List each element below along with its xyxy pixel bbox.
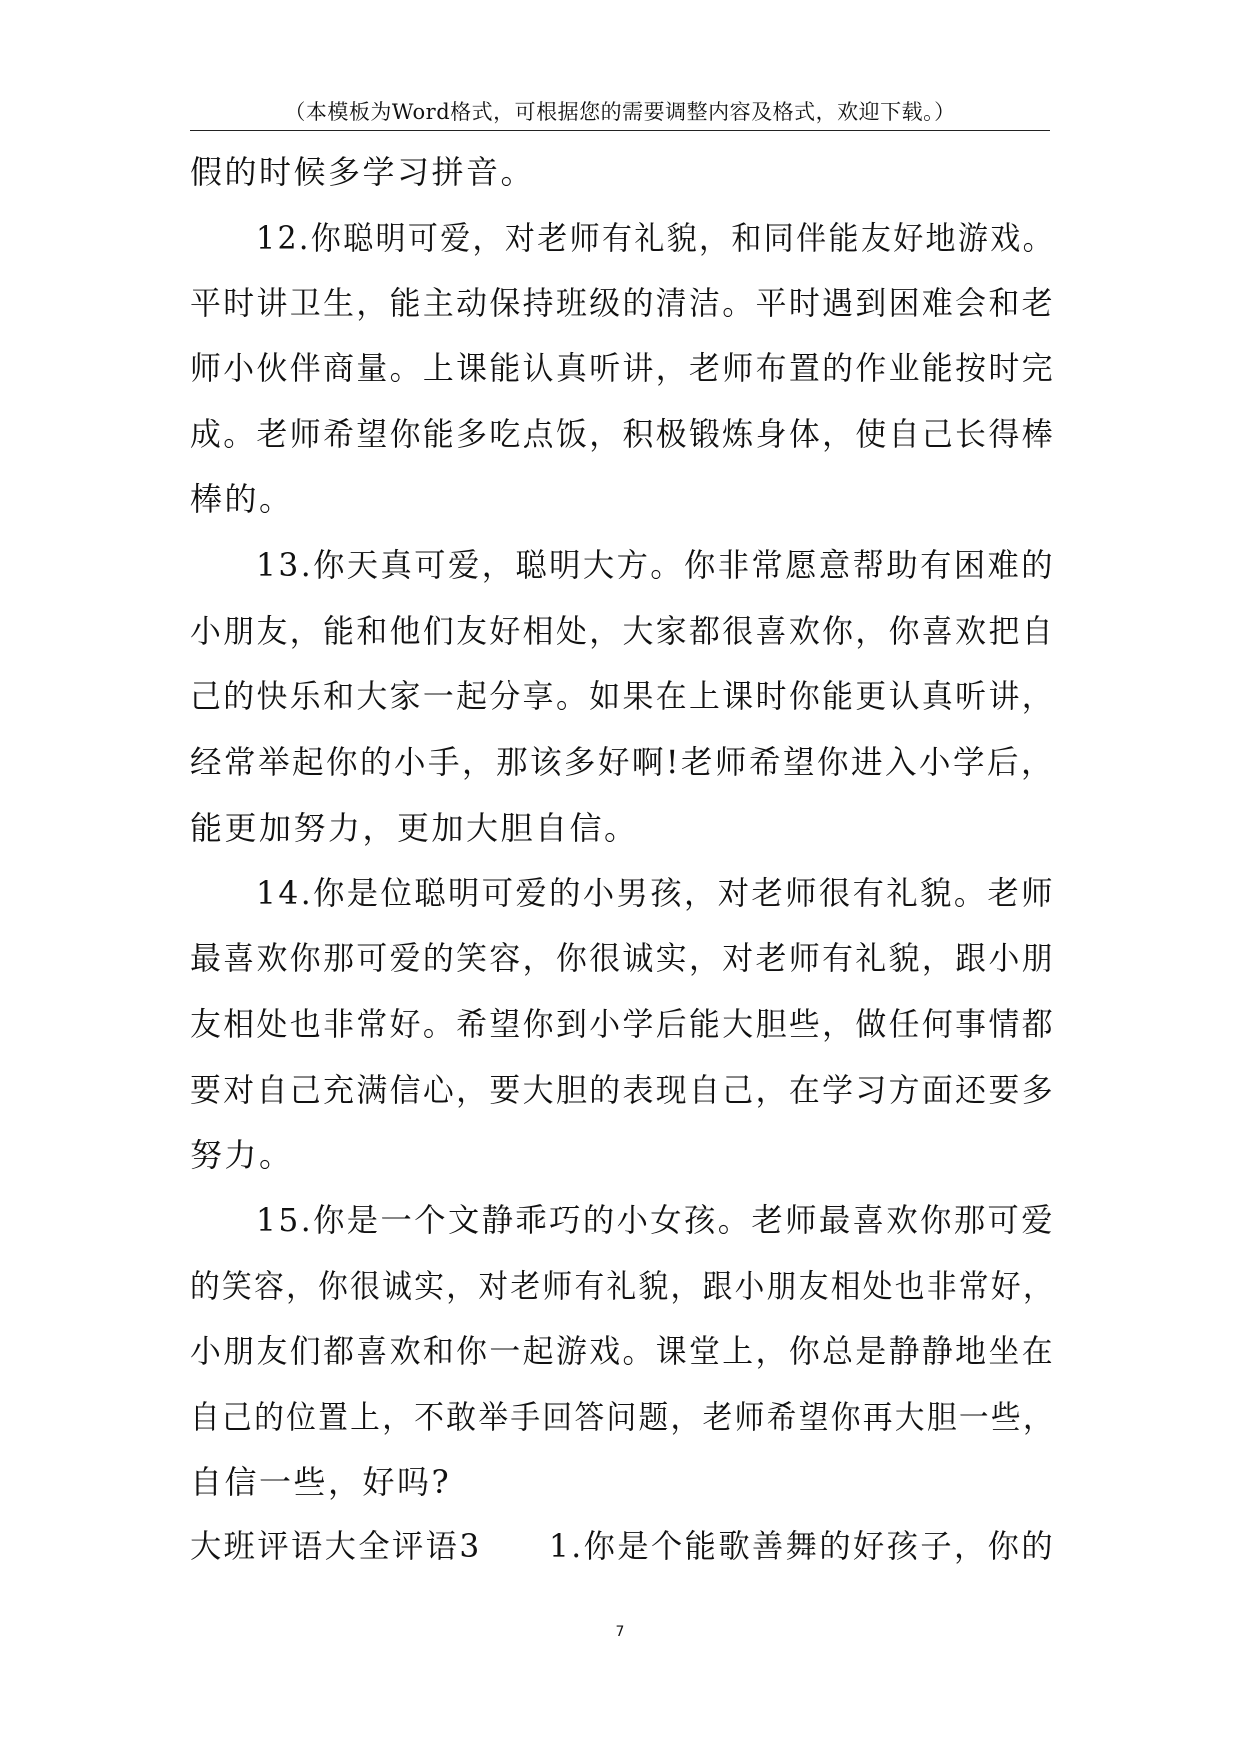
text-line: 友相处也非常好。希望你到小学后能大胆些，做任何事情都 [190,1005,1055,1043]
text-line: 要对自己充满信心，要大胆的表现自己，在学习方面还要多 [190,1071,1055,1109]
text-line: 13.你天真可爱，聪明大方。你非常愿意帮助有困难的 [256,546,1055,584]
text-line: 小朋友，能和他们友好相处，大家都很喜欢你，你喜欢把自 [190,612,1055,650]
header-note: （本模板为Word格式，可根据您的需要调整内容及格式，欢迎下载。） [284,100,956,124]
text-line: 15.你是一个文静乖巧的小女孩。老师最喜欢你那可爱 [256,1201,1055,1239]
text-line: 己的快乐和大家一起分享。如果在上课时你能更认真听讲， [190,677,1055,715]
text-line: 平时讲卫生，能主动保持班级的清洁。平时遇到困难会和老 [190,284,1055,322]
page-number: 7 [615,1624,625,1640]
text-line: 努力。 [190,1136,294,1174]
text-line: 的笑容，你很诚实，对老师有礼貌，跟小朋友相处也非常好， [190,1267,1055,1305]
text-line: 师小伙伴商量。上课能认真听讲，老师布置的作业能按时完 [190,349,1055,387]
text-line: 小朋友们都喜欢和你一起游戏。课堂上，你总是静静地坐在 [190,1332,1055,1370]
text-line: 经常举起你的小手，那该多好啊!老师希望你进入小学后， [190,743,1055,781]
header-divider [190,130,1050,131]
text-line: 自信一些，好吗? [190,1463,452,1501]
text-line: 假的时候多学习拼音。 [190,153,536,191]
text-line: 12.你聪明可爱，对老师有礼貌，和同伴能友好地游戏。 [256,219,1055,257]
section-heading-line: 大班评语大全评语3 1.你是个能歌善舞的好孩子，你的 [190,1527,1055,1565]
text-line: 棒的。 [190,480,294,518]
text-line: 成。老师希望你能多吃点饭，积极锻炼身体，使自己长得棒 [190,415,1055,453]
text-line: 自己的位置上，不敢举手回答问题，老师希望你再大胆一些， [190,1398,1055,1436]
text-line: 最喜欢你那可爱的笑容，你很诚实，对老师有礼貌，跟小朋 [190,939,1055,977]
text-line: 能更加努力，更加大胆自信。 [190,809,639,847]
text-line: 14.你是位聪明可爱的小男孩，对老师很有礼貌。老师 [256,874,1055,912]
